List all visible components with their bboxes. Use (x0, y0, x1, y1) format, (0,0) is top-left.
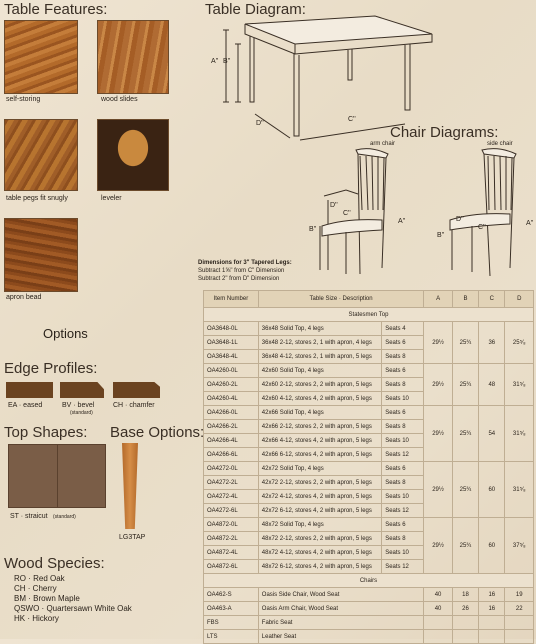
options-title: Options (43, 326, 88, 341)
table-row (204, 462, 534, 476)
feature-caption-table-pegs: table pegs fit snugly (6, 195, 68, 202)
table-row (204, 322, 534, 336)
item-number: OA4260-2L (204, 378, 259, 392)
diagram-label-c: C'' (348, 116, 356, 123)
arm-chair-label-c: C'' (343, 210, 351, 217)
base-options-title: Base Options: (110, 424, 205, 441)
item-number: OA4260-0L (204, 364, 259, 378)
item-number: OA4272-6L (204, 504, 259, 518)
edge-bevel-note: (standard) (70, 410, 93, 416)
item-number: OA4272-0L (204, 462, 259, 476)
dim-d: 37⁵⁄₈ (505, 518, 534, 574)
item-number: OA4266-6L (204, 448, 259, 462)
dimensions-note-line1: Subtract 1⅝" from C" Dimension (198, 268, 285, 274)
tapered-leg-swatch (122, 443, 138, 529)
self-storing-photo (4, 20, 78, 94)
diagram-label-d: D'' (256, 120, 264, 127)
edge-bevel-label: BV · bevel (62, 402, 95, 409)
description: 42x72 6-12, stores 4, 2 with apron, 5 legs (258, 504, 381, 518)
seats: Seats 6 (382, 364, 424, 378)
description: Fabric Seat (258, 616, 424, 630)
item-number: FBS (204, 616, 259, 630)
spec-header-row (204, 291, 534, 308)
top-shapes-title: Top Shapes: (4, 424, 88, 441)
item-number: OA3648-4L (204, 350, 259, 364)
seats: Seats 10 (382, 490, 424, 504)
dim-a: 40 (424, 588, 452, 602)
wood-species-item: BM · Brown Maple (14, 594, 80, 603)
base-option-label: LG3TAP (119, 534, 146, 541)
side-chair-drawing (444, 148, 528, 278)
item-number: OA3648-0L (204, 322, 259, 336)
description: Oasis Arm Chair, Wood Seat (258, 602, 424, 616)
dim-d: 31⁵⁄₈ (505, 406, 534, 462)
wood-slides-photo (97, 20, 169, 94)
description: 36x48 4-12, stores 2, 1 with apron, 5 legs (258, 350, 381, 364)
description: 42x72 2-12, stores 2, 2 with apron, 5 legs (258, 476, 381, 490)
table-row (204, 518, 534, 532)
item-number: OA4872-6L (204, 560, 259, 574)
edge-bevel-swatch (60, 382, 104, 398)
header-item-number: Item Number (204, 291, 259, 308)
wood-species-item: HK · Hickory (14, 614, 59, 623)
table-row (204, 602, 534, 616)
item-number: OA463-A (204, 602, 259, 616)
edge-chamfer-label: CH · chamfer (113, 402, 155, 409)
dimensions-note (198, 259, 292, 283)
seats: Seats 6 (382, 336, 424, 350)
dim-d: 25⁵⁄₈ (505, 322, 534, 364)
edge-eased-label: EA · eased (8, 402, 43, 409)
item-number: OA4266-4L (204, 434, 259, 448)
table-row (204, 406, 534, 420)
side-chair-label-b: B'' (437, 232, 445, 239)
leveler-photo (97, 119, 169, 191)
dim-a: 29½ (424, 364, 452, 406)
dimensions-note-line2: Subtract 2" from D" Dimension (198, 276, 280, 282)
dim-c: 60 (479, 518, 505, 574)
straight-cut-top-swatch (8, 444, 106, 508)
spec-table-wrapper (203, 290, 534, 644)
dim-a: 40 (424, 602, 452, 616)
dim-d: 31⁵⁄₈ (505, 364, 534, 406)
item-number: OA4272-4L (204, 490, 259, 504)
item-number: OA3648-1L (204, 336, 259, 350)
item-number: OA462-S (204, 588, 259, 602)
seats: Seats 6 (382, 462, 424, 476)
edge-chamfer-swatch (113, 382, 160, 398)
wood-species-title: Wood Species: (4, 555, 105, 572)
wood-species-list (14, 574, 132, 624)
dim-b: 25¾ (452, 406, 478, 462)
dim-a: 29½ (424, 322, 452, 364)
dim-b: 25¾ (452, 462, 478, 518)
header-b: B (452, 291, 478, 308)
seats: Seats 4 (382, 322, 424, 336)
dim-d: 31⁵⁄₈ (505, 462, 534, 518)
dim-a: 29½ (424, 518, 452, 574)
dim-c: 54 (479, 406, 505, 462)
seats: Seats 8 (382, 420, 424, 434)
seats: Seats 8 (382, 532, 424, 546)
seats: Seats 10 (382, 392, 424, 406)
features-title: Table Features: (4, 1, 108, 18)
feature-caption-leveler: leveler (101, 195, 122, 202)
side-chair-label-d: D'' (456, 216, 464, 223)
description: Oasis Side Chair, Wood Seat (258, 588, 424, 602)
seats: Seats 12 (382, 560, 424, 574)
description: 42x60 2-12, stores 2, 2 with apron, 5 legs (258, 378, 381, 392)
item-number: OA4266-0L (204, 406, 259, 420)
section-label: Statesmen Top (204, 308, 534, 322)
section-row (204, 308, 534, 322)
dim-d (505, 630, 534, 644)
header-a: A (424, 291, 452, 308)
arm-chair-label-b: B'' (309, 226, 317, 233)
dim-a (424, 616, 452, 630)
description: 42x60 4-12, stores 4, 2 with apron, 5 legs (258, 392, 381, 406)
item-number: OA4872-4L (204, 546, 259, 560)
seats: Seats 8 (382, 476, 424, 490)
dim-c: 36 (479, 322, 505, 364)
description: 42x72 4-12, stores 4, 2 with apron, 5 legs (258, 490, 381, 504)
top-shape-note: (standard) (53, 514, 76, 520)
item-number: OA4872-2L (204, 532, 259, 546)
item-number: OA4872-0L (204, 518, 259, 532)
arm-chair-label-d: D'' (330, 202, 338, 209)
side-chair-label-c: C'' (478, 224, 486, 231)
dim-b: 18 (452, 588, 478, 602)
description: 42x72 Solid Top, 4 legs (258, 462, 381, 476)
header-c: C (479, 291, 505, 308)
table-row (204, 588, 534, 602)
dim-a: 29½ (424, 462, 452, 518)
table-pegs-photo (4, 119, 78, 191)
feature-caption-self-storing: self-storing (6, 96, 41, 103)
description: 42x66 6-12, stores 4, 2 with apron, 5 legs (258, 448, 381, 462)
description: 36x48 Solid Top, 4 legs (258, 322, 381, 336)
diagram-label-a: A'' (211, 58, 219, 65)
description: 48x72 Solid Top, 4 legs (258, 518, 381, 532)
table-row (204, 616, 534, 630)
wood-species-item: RO · Red Oak (14, 574, 65, 583)
seats: Seats 8 (382, 378, 424, 392)
dim-b: 25¾ (452, 518, 478, 574)
spec-table (203, 290, 534, 644)
dim-c: 48 (479, 364, 505, 406)
seats: Seats 12 (382, 448, 424, 462)
diagram-label-b: B'' (223, 58, 231, 65)
side-chair-caption: side chair (487, 141, 513, 147)
arm-chair-drawing (316, 148, 406, 278)
feature-caption-wood-slides: wood slides (101, 96, 138, 103)
arm-chair-label-a: A'' (398, 218, 406, 225)
dim-b: 25¾ (452, 364, 478, 406)
seats: Seats 12 (382, 504, 424, 518)
description: 48x72 4-12, stores 4, 2 with apron, 5 legs (258, 546, 381, 560)
description: 42x66 Solid Top, 4 legs (258, 406, 381, 420)
table-row (204, 364, 534, 378)
description: 36x48 2-12, stores 2, 1 with apron, 4 legs (258, 336, 381, 350)
arm-chair-caption: arm chair (370, 141, 396, 147)
dim-c: 16 (479, 588, 505, 602)
edge-eased-swatch (6, 382, 53, 398)
seats: Seats 6 (382, 518, 424, 532)
feature-caption-apron-bead: apron bead (6, 294, 42, 301)
description: 48x72 2-12, stores 2, 2 with apron, 5 legs (258, 532, 381, 546)
dim-b: 25¾ (452, 322, 478, 364)
section-label: Chairs (204, 574, 534, 588)
dim-c (479, 616, 505, 630)
section-row (204, 574, 534, 588)
seats: Seats 6 (382, 406, 424, 420)
wood-species-item: QSWO · Quartersawn White Oak (14, 604, 132, 613)
wood-species-item: CH · Cherry (14, 584, 57, 593)
dimensions-note-title: Dimensions for 3" Tapered Legs: (198, 260, 292, 266)
description: Leather Seat (258, 630, 424, 644)
description: 48x72 6-12, stores 4, 2 with apron, 5 legs (258, 560, 381, 574)
table-diagram-title: Table Diagram: (205, 1, 306, 18)
dim-c: 16 (479, 602, 505, 616)
description: 42x60 Solid Top, 4 legs (258, 364, 381, 378)
item-number: OA4260-4L (204, 392, 259, 406)
header-d: D (505, 291, 534, 308)
seats: Seats 10 (382, 546, 424, 560)
header-description: Table Size · Description (258, 291, 424, 308)
spec-table-body (204, 308, 534, 644)
item-number: OA4272-2L (204, 476, 259, 490)
description: 42x66 4-12, stores 4, 2 with apron, 5 legs (258, 434, 381, 448)
dim-d: 22 (505, 602, 534, 616)
seats: Seats 10 (382, 434, 424, 448)
dim-c (479, 630, 505, 644)
side-chair-label-a: A'' (526, 220, 534, 227)
item-number: OA4266-2L (204, 420, 259, 434)
top-shape-label: ST · straicut (10, 513, 48, 520)
dim-c: 60 (479, 462, 505, 518)
item-number: LTS (204, 630, 259, 644)
description: 42x66 2-12, stores 2, 2 with apron, 5 legs (258, 420, 381, 434)
dim-b: 26 (452, 602, 478, 616)
dim-b (452, 616, 478, 630)
dim-b (452, 630, 478, 644)
apron-bead-photo (4, 218, 78, 292)
seats: Seats 8 (382, 350, 424, 364)
table-row (204, 630, 534, 644)
dim-d: 19 (505, 588, 534, 602)
dim-a (424, 630, 452, 644)
edge-profiles-title: Edge Profiles: (4, 360, 98, 377)
dim-d (505, 616, 534, 630)
chair-diagrams-title: Chair Diagrams: (390, 124, 499, 141)
dim-a: 29½ (424, 406, 452, 462)
